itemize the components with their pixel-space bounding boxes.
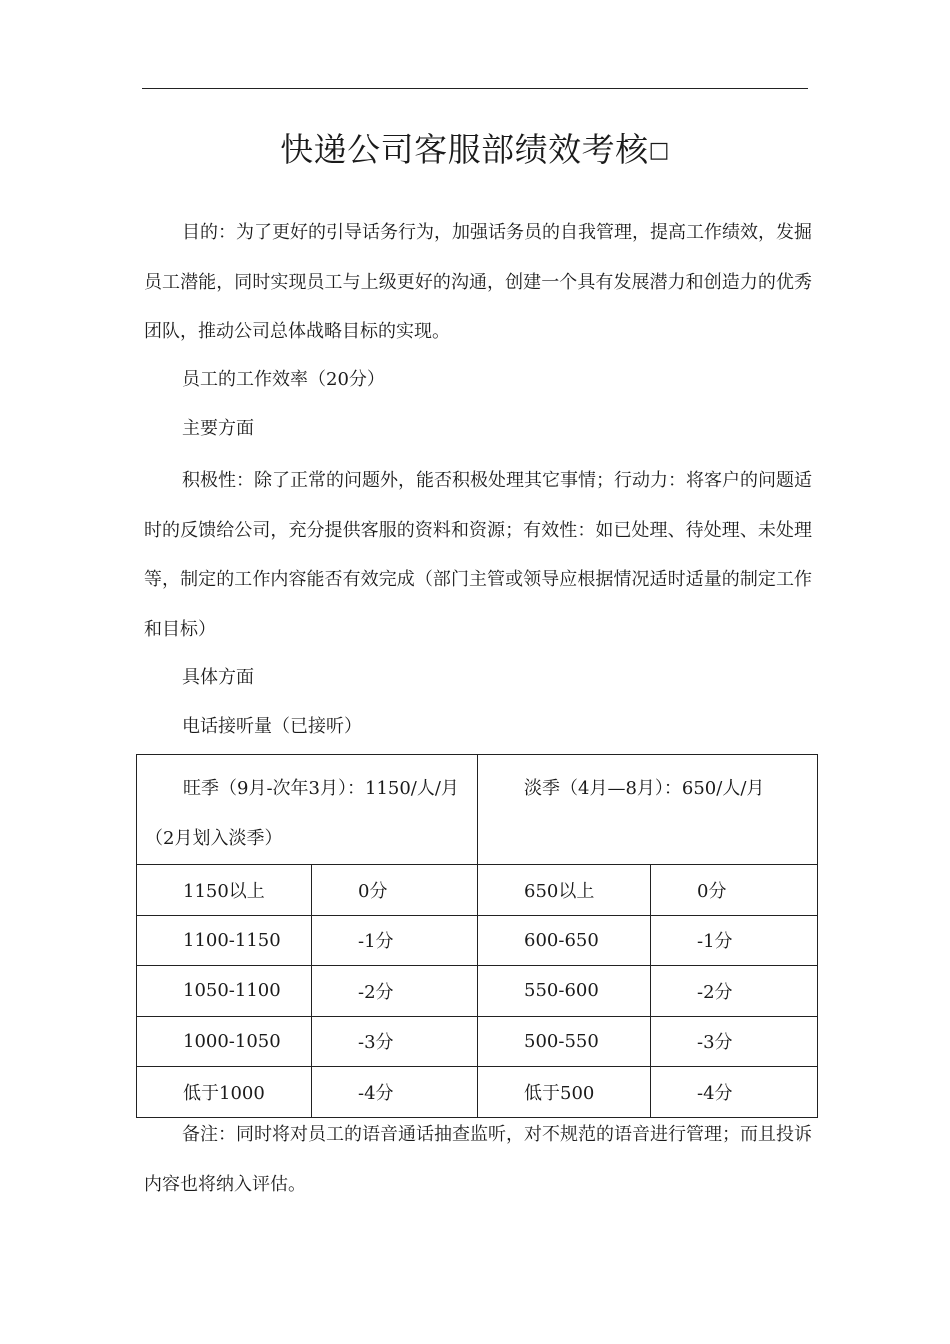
table-row bbox=[137, 865, 818, 916]
main-aspects-heading: 主要方面 bbox=[182, 418, 254, 439]
peak-score-cell: -3分 bbox=[312, 1016, 478, 1067]
off-range-cell: 650以上 bbox=[478, 865, 651, 916]
off-score-cell: -1分 bbox=[651, 915, 818, 966]
off-range-cell: 低于500 bbox=[478, 1067, 651, 1118]
note-paragraph: 备注：同时将对员工的语音通话抽查监听，对不规范的语音进行管理；而且投诉内容也将纳入评估。 bbox=[144, 1124, 812, 1195]
title-text: 快递公司客服部绩效考核 bbox=[280, 130, 649, 169]
title-missing-glyph: □ bbox=[648, 138, 670, 163]
peak-score-cell: 0分 bbox=[312, 865, 478, 916]
header-rule bbox=[142, 88, 808, 89]
main-aspects-paragraph: 积极性：除了正常的问题外，能否积极处理其它事情；行动力：将客户的问题适时的反馈给公司，充分提供客服的资料和资源；有效性：如已处理、待处理、未处理等，制定的工作内容能否有效完成（部门主管或领导应根据情况适时适量的制定工作和目标） bbox=[144, 470, 812, 640]
purpose-paragraph: 目的：为了更好的引导话务行为，加强话务员的自我管理，提高工作绩效，发掘员工潜能，同时实现员工与上级更好的沟通，创建一个具有发展潜力和创造力的优秀团队，推动公司总体战略目标的实现。 bbox=[144, 222, 812, 342]
peak-range-cell: 1100-1150 bbox=[137, 915, 312, 966]
off-score-cell: -3分 bbox=[651, 1016, 818, 1067]
call-volume-table bbox=[136, 754, 818, 1118]
table-row bbox=[137, 1016, 818, 1067]
calls-heading: 电话接听量（已接听） bbox=[182, 716, 362, 737]
off-range-cell: 600-650 bbox=[478, 915, 651, 966]
off-range-cell: 550-600 bbox=[478, 966, 651, 1017]
off-score-cell: -2分 bbox=[651, 966, 818, 1017]
table-header-row bbox=[137, 755, 818, 865]
peak-range-cell: 1050-1100 bbox=[137, 966, 312, 1017]
peak-score-cell: -4分 bbox=[312, 1067, 478, 1118]
off-range-cell: 500-550 bbox=[478, 1016, 651, 1067]
peak-score-cell: -2分 bbox=[312, 966, 478, 1017]
peak-score-cell: -1分 bbox=[312, 915, 478, 966]
peak-range-cell: 低于1000 bbox=[137, 1067, 312, 1118]
table-row bbox=[137, 966, 818, 1017]
table-row bbox=[137, 915, 818, 966]
off-season-header: 淡季（4月—8月）：650/人/月 bbox=[478, 755, 818, 865]
peak-season-header: 旺季（9月-次年3月）：1150/人/月（2月划入淡季） bbox=[137, 755, 478, 865]
document-title bbox=[0, 124, 950, 171]
peak-range-cell: 1000-1050 bbox=[137, 1016, 312, 1067]
efficiency-heading: 员工的工作效率（20分） bbox=[182, 369, 385, 390]
specific-aspects-heading: 具体方面 bbox=[182, 667, 254, 688]
peak-range-cell: 1150以上 bbox=[137, 865, 312, 916]
off-score-cell: 0分 bbox=[651, 865, 818, 916]
off-score-cell: -4分 bbox=[651, 1067, 818, 1118]
